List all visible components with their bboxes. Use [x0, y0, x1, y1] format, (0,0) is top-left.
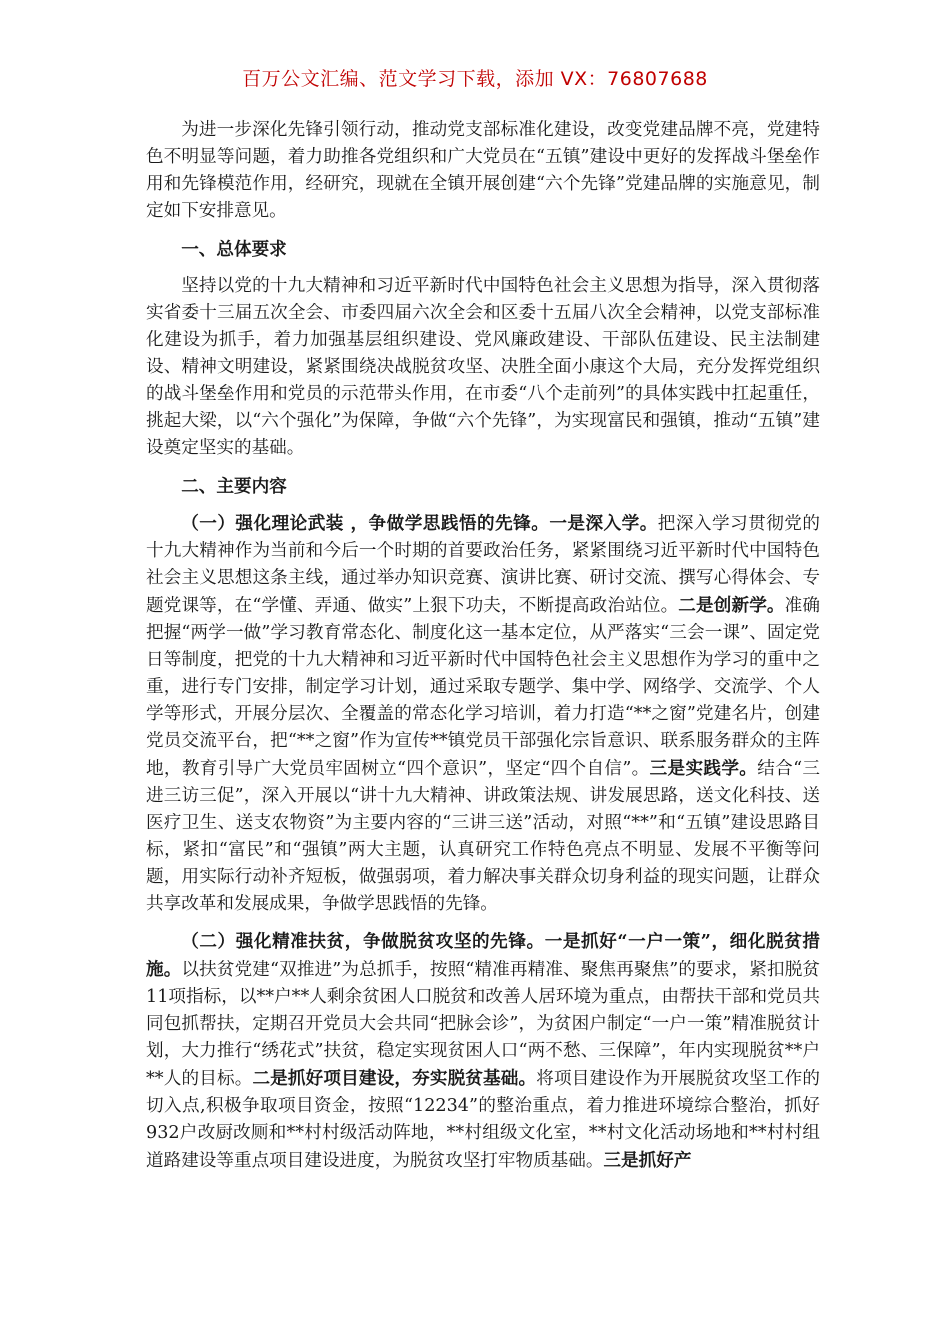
item-theory-point3-text: 结合“三进三访三促”，深入开展以“讲十九大精神、讲政策法规、讲发展思路，送文化科技、送医疗卫生、送支农物资”为主要内容的“三讲三送”活动，对照“**”和“五镇”建设思路目标，紧扣“富民”和“强镇”两大主题，认真研究工作特色亮点不明显、发展不平衡等问题，用实际行动补齐短板，做强弱项，着力解决事关群众切身利益的现实问题，让群众共享改革和发展成果，争做学思践悟的先锋。	[146, 759, 820, 914]
section-heading-main-content: 二、主要内容	[181, 476, 287, 497]
section-heading-general-requirements: 一、总体要求	[181, 239, 287, 260]
general-requirements-paragraph: 坚持以党的十九大精神和习近平新时代中国特色社会主义思想为指导，深入贯彻落实省委十三届五次全会、市委四届六次全会和区委十五届八次全会精神，以党支部标准化建设为抓手，着力加强基层组织建设、党风廉政建设、干部队伍建设、民主法制建设、精神文明建设，紧紧围绕决战脱贫攻坚、决胜全面小康这个大局，充分发挥党组织的战斗堡垒作用和党员的示范带头作用，在市委“八个走前列”的具体实践中扛起重任，挑起大梁，以“六个强化”为保障，争做“六个先锋”，为实现富民和强镇，推动“五镇”建设奠定坚实的基础。	[146, 276, 820, 458]
item-poverty-point1-title: 一是抓好“一户一策”，细化脱贫措施。	[146, 931, 820, 980]
item-theory-point3-title: 三是实践学。	[649, 758, 758, 779]
item-theory-point2-text: 准确把握“两学一做”学习教育常态化、制度化这一基本定位，从严落实“三会一课”、固定党日等制度，把党的十九大精神和习近平新时代中国特色社会主义思想作为学习的重中之重，进行专门安排，制定学习计划，通过采取专题学、集中学、网络学、交流学、个人学等形式，开展分层次、全覆盖的常态化学习培训，着力打造“**之窗”党建名片，创建党员交流平台，把“**之窗”作为宣传**镇党员干部强化宗旨意识、联系服务群众的主阵地，教育引导广大党员牢固树立“四个意识”，坚定“四个自信”。	[146, 596, 820, 779]
item-theory-title: （一）强化理论武装 ，争做学思践悟的先锋。	[181, 513, 550, 534]
item-poverty-title: （二）强化精准扶贫，争做脱贫攻坚的先锋。	[181, 931, 545, 952]
header-banner: 百万公文汇编、范文学习下载，添加 VX：76807688	[242, 68, 708, 90]
item-poverty-paragraph	[146, 928, 820, 1175]
item-poverty-point3-title: 三是抓好产	[603, 1150, 692, 1171]
item-poverty-point1-text: 以扶贫党建“双推进”为总抓手，按照“精准再精准、聚焦再聚焦”的要求，紧扣脱贫11项指标，以**户**人剩余贫困人口脱贫和改善人居环境为重点，由帮扶干部和党员共同包抓帮扶，定期召开党员大会共同“把脉会诊”，为贫困户制定“一户一策”精准脱贫计划，大力推行“绣花式”扶贫，稳定实现贫困人口“两不愁、三保障”，年内实现脱贫**户**人的目标。	[146, 960, 820, 1089]
item-poverty-point2-text: 将项目建设作为开展脱贫攻坚工作的切入点,积极争取项目资金，按照“12234”的整治重点，着力推进环境综合整治，抓好932户改厨改厕和**村村级活动阵地，**村组级文化室，**村文化活动场地和**村村组道路建设等重点项目建设进度，为脱贫攻坚打牢物质基础。	[146, 1069, 820, 1171]
item-theory-paragraph	[146, 510, 820, 918]
intro-paragraph: 为进一步深化先锋引领行动，推动党支部标准化建设，改变党建品牌不亮，党建特色不明显等问题，着力助推各党组织和广大党员在“五镇”建设中更好的发挥战斗堡垒作用和先锋模范作用，经研究，现就在全镇开展创建“六个先锋”党建品牌的实施意见，制定如下安排意见。	[146, 120, 820, 221]
item-theory-point2-title: 二是创新学。	[678, 595, 785, 616]
item-theory-point1-text: 把深入学习贯彻党的十九大精神作为当前和今后一个时期的首要政治任务，紧紧围绕习近平新时代中国特色社会主义思想这条主线，通过举办知识竞赛、演讲比赛、研讨交流、撰写心得体会、专题党课等，在“学懂、弄通、做实”上狠下功夫，不断提高政治站位。	[146, 514, 820, 616]
item-poverty-point2-title: 二是抓好项目建设，夯实脱贫基础。	[252, 1068, 537, 1089]
item-theory-point1-title: 一是深入学。	[549, 513, 658, 534]
document-body	[146, 117, 820, 1175]
